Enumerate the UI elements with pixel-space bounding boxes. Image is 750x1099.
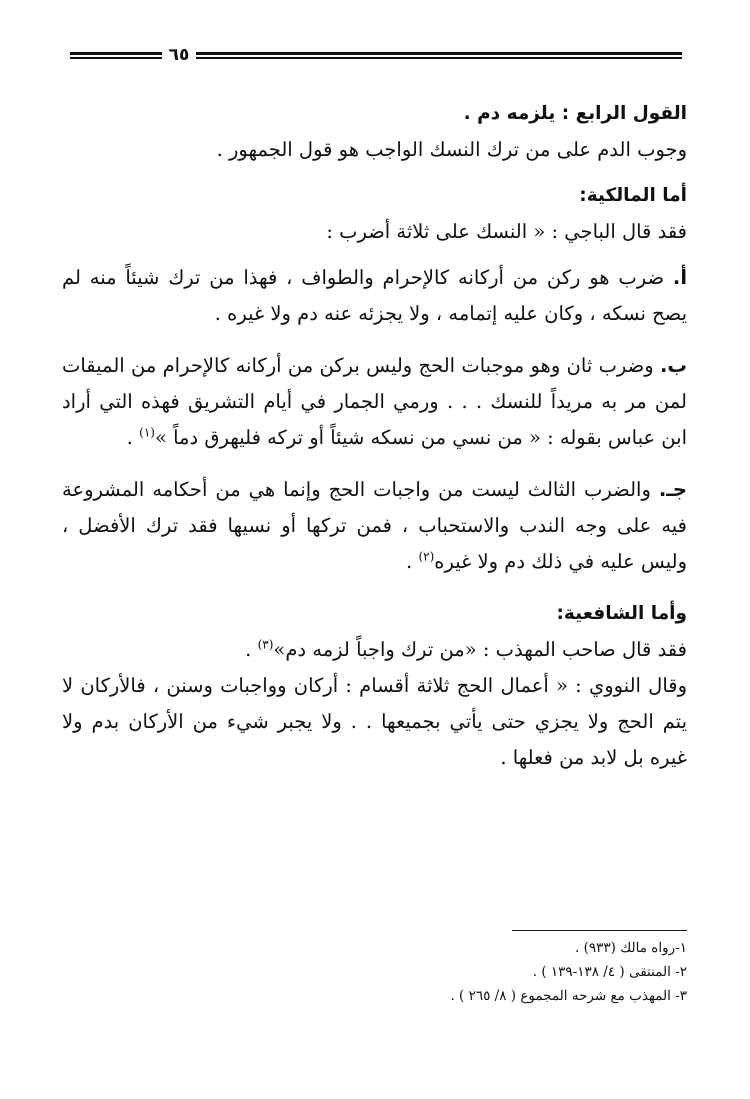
footnote-1: ١-رواه مالك (٩٣٣) . bbox=[575, 940, 687, 956]
header-rule-left bbox=[70, 52, 162, 59]
end-dot: . bbox=[126, 426, 133, 449]
footnote-2: ٢- المنتقى ( ٤/ ١٣٨-١٣٩ ) . bbox=[532, 964, 687, 980]
heading-malikiyya: أما المالكية: bbox=[579, 185, 687, 206]
paragraph-majority-view: وجوب الدم على من ترك النسك الواجب هو قول الجمهور . bbox=[216, 138, 687, 161]
heading-shafiiyya: وأما الشافعية: bbox=[556, 603, 687, 624]
second-type-text: وضرب ثان وهو موجبات الحج وليس بركن من أركانه كالإحرام من الميقات لمن مر به مريداً للنسك . . . ورمي الجمار في أيام التشريق فهذه التي أراد ابن عباس بقوله : « من نسي من نسكه شيئاً أو تركه فليهرق دماً » bbox=[62, 354, 687, 449]
paragraph-second-type bbox=[62, 348, 687, 456]
main-text bbox=[62, 96, 687, 776]
page-number: ٦٥ bbox=[168, 45, 190, 65]
footnote-ref-1: (١) bbox=[139, 425, 155, 440]
label-jim: جـ. bbox=[658, 478, 687, 501]
label-alif: أ. bbox=[672, 266, 688, 289]
third-type-text: والضرب الثالث ليست من واجبات الحج وإنما هي من أحكامه المشروعة فيه على وجه الندب والاستحباب ، فمن تركها أو نسيها فقد ترك الأفضل ، وليس عليه في ذلك دم ولا غيره bbox=[62, 478, 687, 573]
end-dot: . bbox=[406, 550, 413, 573]
paragraph-muhadhdhab-quote bbox=[62, 632, 687, 668]
paragraph-first-type bbox=[62, 260, 687, 332]
label-ba: ب. bbox=[659, 354, 687, 377]
first-type-text: ضرب هو ركن من أركانه كالإحرام والطواف ، فهذا من ترك شيئاً منه لم يصح نسكه ، وكان عليه إتمامه ، ولا يجزئه عنه دم ولا غيره . bbox=[62, 266, 687, 325]
footnote-ref-2: (٢) bbox=[418, 549, 435, 564]
end-dot: . bbox=[245, 638, 252, 661]
page-header bbox=[70, 44, 682, 68]
muhadhdhab-text: فقد قال صاحب المهذب : «من ترك واجباً لزمه دم» bbox=[273, 638, 687, 661]
footnote-ref-3: (٣) bbox=[257, 637, 274, 652]
footnote-divider bbox=[512, 930, 687, 931]
footnote-3: ٣- المهذب مع شرحه المجموع ( ٨/ ٢٦٥ ) . bbox=[450, 988, 687, 1004]
heading-fourth-opinion: القول الرابع : يلزمه دم . bbox=[463, 103, 687, 124]
paragraph-baji-quote: فقد قال الباجي : « النسك على ثلاثة أضرب : bbox=[326, 220, 687, 243]
paragraph-nawawi-quote: وقال النووي : « أعمال الحج ثلاثة أقسام : أركان وواجبات وسنن ، فالأركان لا يتم الحج ولا يجزي حتى يأتي بجميعها . . ولا يجبر شيء من الأركان بدم ولا غيره بل لابد من فعلها . bbox=[62, 674, 687, 769]
paragraph-third-type bbox=[62, 472, 687, 580]
footnotes bbox=[62, 936, 687, 1008]
header-rule-right bbox=[196, 52, 682, 59]
